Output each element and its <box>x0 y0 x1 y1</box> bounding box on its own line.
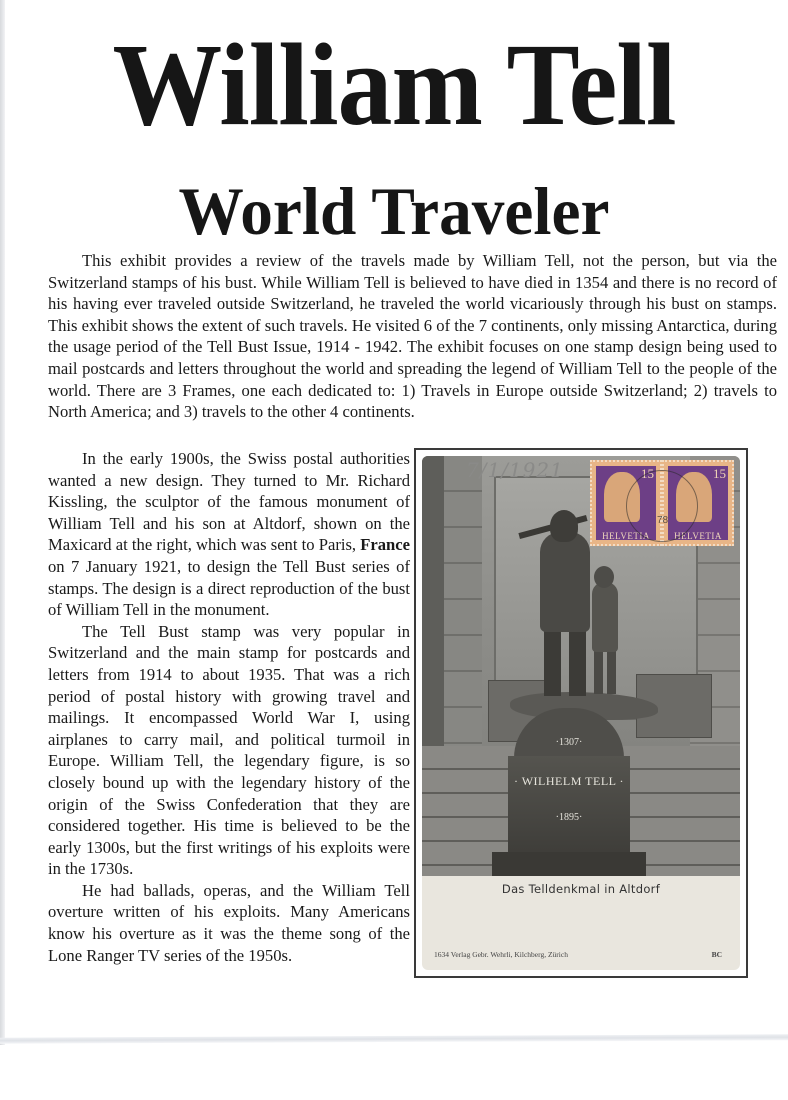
page-title: William Tell <box>112 19 676 150</box>
paragraph-kissling <box>48 448 410 621</box>
intro-paragraph: This exhibit provides a review of the travels made by William Tell, not the person, but via the Switzerland stamps of his bust. While William Tell is believed to have died in 1354 and there is no record of his having ever traveled outside Switzerland, he traveled the world vicariously through his bust on stamps. This exhibit shows the extent of such travels. He visited 6 of the 7 continents, only missing Antarctica, during the usage period of the Tell Bust Issue, 1914 - 1942. The exhibit focuses on one stamp design being used to mail postcards and letters throughout the world and spreading the legend of William Tell to the people of the world. There are 3 Frames, one each dedicated to: 1) Travels in Europe outside Switzerland; 2) travels to North America; and 3) travels to the other 4 continents. <box>48 251 777 422</box>
paragraph-kissling-text-2: on 7 January 1921, to design the Tell Bust series of stamps. The design is a direct reproduction of the bust of William Tell in the monument. <box>48 556 410 620</box>
page-subtitle: World Traveler <box>178 173 610 249</box>
pedestal-year-top: ·1307· <box>555 737 583 748</box>
stamp-label: HELVETIA <box>674 531 722 541</box>
pedestal-name: · WILHELM TELL · <box>513 774 625 788</box>
paragraph-kissling-text-1: In the early 1900s, the Swiss postal authorities wanted a new design. They turned to Mr. Richard Kissling, the sculptor of the famous monument of William Tell and his son at Altdorf, shown on the Maxicard at the right, which was sent to Paris, <box>48 449 410 555</box>
country-france: France <box>360 535 410 555</box>
stamp-label: HELVETIA <box>602 531 650 541</box>
maxicard <box>422 456 740 970</box>
maxicard-frame <box>414 448 748 978</box>
paragraph-overture: He had ballads, operas, and the William Tell overture written of his exploits. Many Americans know his overture as it was the theme song of the Lone Ranger TV series of the 1950s. <box>48 880 410 965</box>
pedestal-year-bottom: ·1895· <box>555 812 583 823</box>
statue-tell <box>540 532 590 632</box>
scan-bottom-edge <box>0 1034 788 1043</box>
statue-son <box>592 582 618 652</box>
postcard-caption: Das Telldenkmal in Altdorf <box>501 882 661 896</box>
handwritten-date: 7/1/1921 <box>466 458 564 482</box>
stamp-value: 15 <box>641 466 654 481</box>
postcard-publisher: 1634 Verlag Gebr. Wehrli, Kilchberg, Zürich <box>434 950 568 959</box>
postcard-code: BC <box>711 950 722 959</box>
scan-left-edge <box>0 0 5 1045</box>
stamp-value: 15 <box>713 466 726 481</box>
postmark <box>626 470 698 542</box>
postmark-text: 78 <box>657 515 669 526</box>
body-column <box>48 448 410 966</box>
paragraph-popularity: The Tell Bust stamp was very popular in Switzerland and the main stamp for postcards and letters from 1914 to about 1935. That was a rich period of postal history with growing travel and mailings. It encompassed World War I, using airplanes to carry mail, and political turmoil in Europe. William Tell, the legendary figure, is so closely bound up with the legendary history of the origin of the Swiss Confederation that they are considered together. His time is believed to be the early 1300s, but the first writings of his exploits were in the 1730s. <box>48 621 410 879</box>
